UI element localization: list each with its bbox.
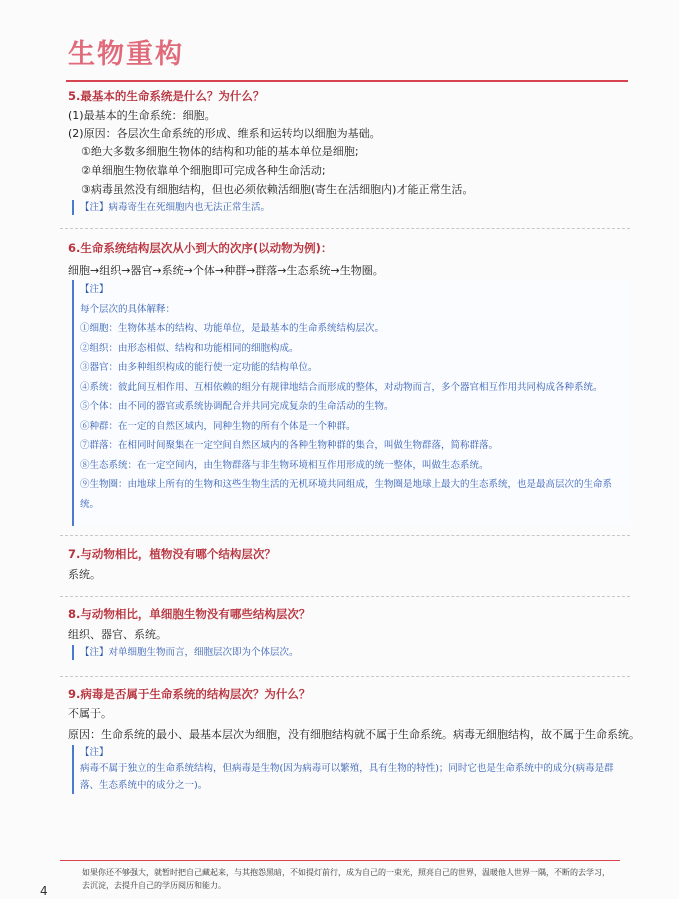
footer-quote: 如果你还不够强大，就暂时把自己藏起来，与其抱怨黑暗，不如提灯前行，成为自己的一束光，照亮自己的世界，温暖他人世界一隅，不断的去学习，去沉淀，去提升自己的学历阅历和能力。 (82, 868, 610, 890)
q6-item: ②组织：由形态相似、结构和功能相同的细胞构成。 (80, 342, 299, 354)
divider (60, 676, 630, 677)
q6-note-head: 【注】 (80, 284, 109, 295)
divider (60, 228, 630, 229)
q9-reason: 原因：生命系统的最小、最基本层次为细胞，没有细胞结构就不属于生命系统。病毒无细胞结构，故不属于生命系统。 (68, 728, 640, 741)
q5-point-3: ③病毒虽然没有细胞结构，但也必须依赖活细胞(寄生在活细胞内)才能正常生活。 (81, 183, 474, 196)
q5-answer-2: (2)原因：各层次生命系统的形成、维系和运转均以细胞为基础。 (68, 127, 381, 140)
q6-item: ⑦群落：在相同时间聚集在一定空间自然区域内的各种生物种群的集合，叫做生物群落，简称群落。 (80, 440, 499, 451)
q5-note-text: 【注】病毒寄生在死细胞内也无法正常生活。 (80, 202, 271, 213)
q6-item: ⑨生物圈：由地球上所有的生物和这些生物生活的无机环境共同组成，生物圈是地球上最大的生态系统，也是最高层次的生命系统。 (80, 479, 613, 510)
q8-note-text: 【注】对单细胞生物而言，细胞层次即为个体层次。 (80, 647, 299, 658)
q8-note (72, 645, 299, 660)
q6-item: ③器官：由多种组织构成的能行使一定功能的结构单位。 (80, 362, 318, 373)
footer-divider (60, 860, 620, 861)
page-title: 生物重构 (68, 39, 184, 70)
q5-answer-1: (1)最基本的生命系统：细胞。 (68, 109, 216, 122)
q6-note (72, 280, 630, 526)
question-9: 9.病毒是否属于生命系统的结构层次？为什么？ (68, 687, 311, 701)
q6-item: ⑧生态系统：在一定空间内，由生物群落与非生物环境相互作用形成的统一整体，叫做生态系统。 (80, 459, 489, 471)
question-6: 6.生命系统结构层次从小到大的次序(以动物为例)： (68, 241, 333, 255)
divider (60, 535, 630, 536)
q9-answer: 不属于。 (68, 707, 112, 720)
question-7: 7.与动物相比，植物没有哪个结构层次？ (68, 547, 276, 561)
q6-answer: 细胞→组织→器官→系统→个体→种群→群落→生态系统→生物圈。 (68, 264, 384, 277)
q7-answer: 系统。 (68, 568, 101, 581)
q6-note-intro: 每个层次的具体解释： (80, 303, 176, 315)
q5-point-2: ②单细胞生物依靠单个细胞即可完成各种生命活动; (81, 164, 326, 177)
title-divider (66, 80, 628, 82)
q6-item: ①细胞：生物体基本的结构、功能单位，是最基本的生命系统结构层次。 (80, 323, 385, 334)
question-8: 8.与动物相比，单细胞生物没有哪些结构层次？ (68, 607, 311, 621)
divider (60, 596, 630, 597)
q9-note-head: 【注】 (80, 747, 109, 758)
page-number: 4 (40, 884, 48, 898)
q5-note (72, 200, 270, 215)
q9-note-text: 病毒不属于独立的生命系统结构，但病毒是生物(因为病毒可以繁殖，具有生物的特性)；同时它也是生命系统中的成分(病毒是群落、生态系统中的成分之一)。 (80, 763, 614, 791)
q6-item: ⑥种群：在一定的自然区域内，同种生物的所有个体是一个种群。 (80, 420, 356, 432)
q6-item: ④系统：彼此间互相作用、互相依赖的组分有规律地结合而形成的整体，对动物而言，多个器官相互作用共同构成各种系统。 (80, 381, 603, 393)
q5-point-1: ①绝大多数多细胞生物体的结构和功能的基本单位是细胞; (81, 145, 359, 158)
q6-item: ⑤个体：由不同的器官或系统协调配合并共同完成复杂的生命活动的生物。 (80, 401, 394, 412)
question-5: 5.最基本的生命系统是什么？为什么？ (68, 89, 265, 103)
q8-answer: 组织、器官、系统。 (68, 628, 167, 641)
q9-note (72, 745, 628, 794)
